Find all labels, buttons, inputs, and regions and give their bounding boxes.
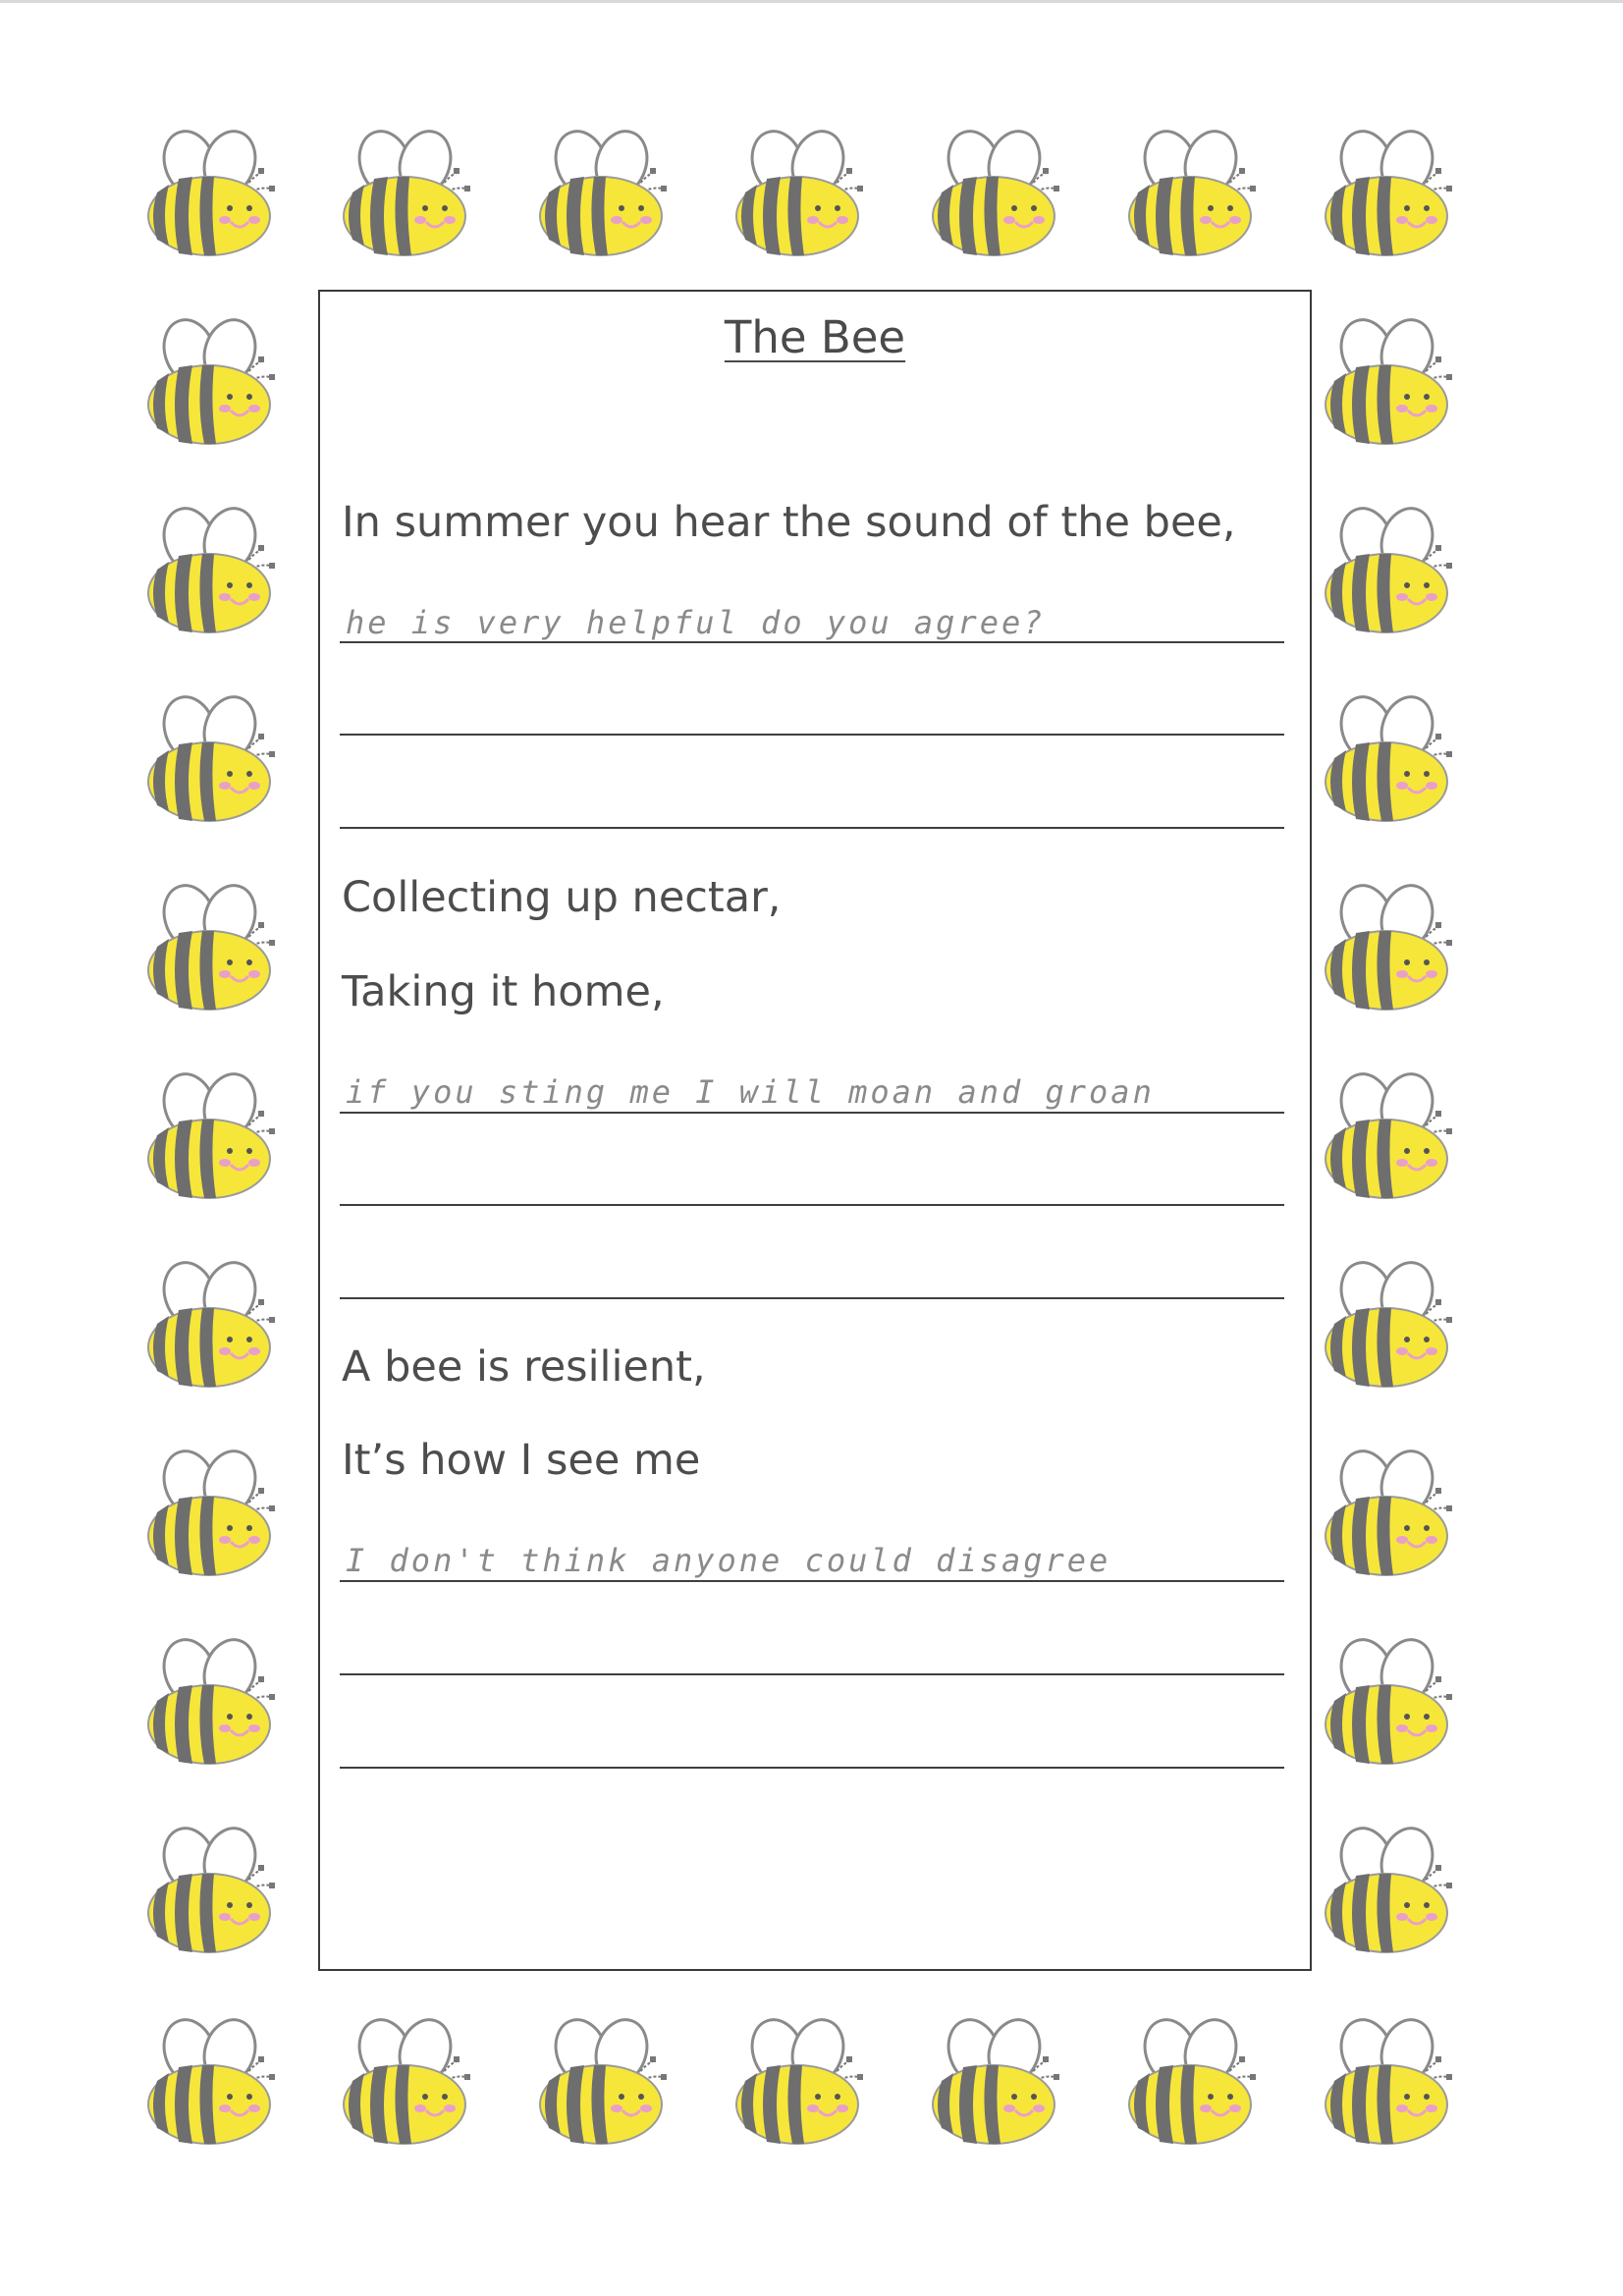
bee-icon <box>135 1436 283 1583</box>
bee-icon <box>920 2004 1067 2152</box>
writing-rule <box>340 1767 1284 1769</box>
bee-icon <box>1313 1813 1460 1960</box>
bee-icon <box>135 870 283 1017</box>
bee-icon <box>1313 1624 1460 1772</box>
bee-icon <box>1313 116 1460 263</box>
bee-icon <box>527 116 675 263</box>
writing-rule <box>340 1204 1284 1206</box>
bee-icon <box>1313 304 1460 452</box>
bee-icon <box>135 2004 283 2152</box>
bee-icon <box>135 682 283 829</box>
writing-rule <box>340 1580 1284 1582</box>
poem-title: The Bee <box>724 311 906 363</box>
writing-rule <box>340 1297 1284 1299</box>
bee-icon <box>135 1813 283 1960</box>
bee-icon <box>1313 1436 1460 1583</box>
bee-icon <box>135 493 283 640</box>
handwritten-line: I don't think anyone could disagree <box>346 1542 1111 1579</box>
writing-rule <box>340 1673 1284 1675</box>
bee-icon <box>1313 682 1460 829</box>
bee-icon <box>331 116 478 263</box>
bee-icon <box>135 1247 283 1394</box>
bee-icon <box>724 116 871 263</box>
bee-icon <box>1313 1059 1460 1206</box>
poem-line: A bee is resilient, <box>342 1342 706 1392</box>
bee-icon <box>1116 2004 1264 2152</box>
bee-icon <box>135 116 283 263</box>
writing-rule <box>340 827 1284 829</box>
bee-icon <box>920 116 1067 263</box>
handwritten-line: if you sting me I will moan and groan <box>346 1073 1155 1111</box>
bee-icon <box>527 2004 675 2152</box>
writing-rule <box>340 641 1284 643</box>
poem-line: In summer you hear the sound of the bee, <box>342 498 1236 547</box>
bee-icon <box>1313 870 1460 1017</box>
scan-edge <box>0 0 1623 3</box>
bee-icon <box>1313 2004 1460 2152</box>
bee-icon <box>135 304 283 452</box>
writing-rule <box>340 1112 1284 1114</box>
bee-icon <box>1313 1247 1460 1394</box>
writing-rule <box>340 734 1284 736</box>
bee-icon <box>1313 493 1460 640</box>
bee-icon <box>331 2004 478 2152</box>
poem-line: It’s how I see me <box>342 1436 701 1485</box>
handwritten-line: he is very helpful do you agree? <box>346 604 1046 641</box>
bee-icon <box>135 1059 283 1206</box>
poem-line: Collecting up nectar, <box>342 873 782 922</box>
bee-icon <box>135 1624 283 1772</box>
bee-icon <box>724 2004 871 2152</box>
poem-line: Taking it home, <box>342 967 665 1016</box>
bee-icon <box>1116 116 1264 263</box>
worksheet-frame <box>318 290 1312 1971</box>
